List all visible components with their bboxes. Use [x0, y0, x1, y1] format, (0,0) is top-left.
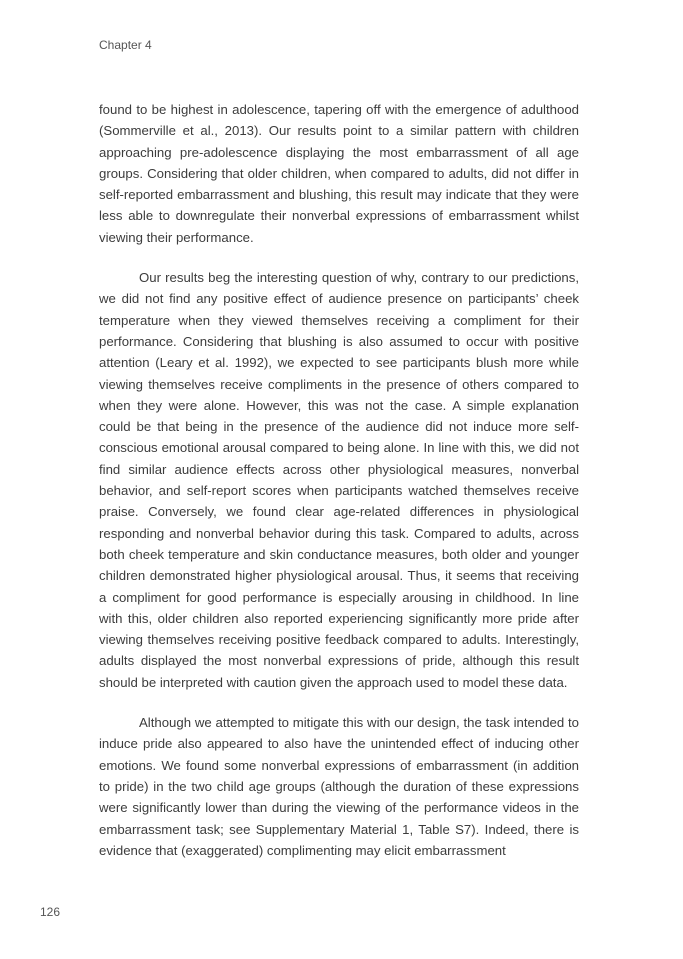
paragraph-2: Our results beg the interesting question of why, contrary to our predictions, we did not find any positive effect of audience presence on participants’ cheek temperature when they viewed themselves receiving a compliment for their performance. Considering that blushing is also assumed to occur with positive attention (Leary et al. 1992), we expected to see participants blush more while viewing themselves receive compliments in the presence of others compared to when they were alone. However, this was not the case. A simple explanation could be that being in the presence of the audience did not induce more self-conscious emotional arousal compared to being alone. In line with this, we did not find similar audience effects across other physiological measures, nonverbal behavior, and self-report scores when participants watched themselves receive praise. Conversely, we found clear age-related differences in physiological responding and nonverbal behavior during this task. Compared to adults, across both cheek temperature and skin conductance measures, both older and younger children demonstrated higher physiological arousal. Thus, it seems that receiving a compliment for good performance is especially arousing in childhood. In line with this, older children also reported experiencing significantly more pride after viewing themselves receiving positive feedback compared to adults. Interestingly, adults displayed the most nonverbal expressions of pride, although this result should be interpreted with caution given the approach used to model these data. — [99, 270, 579, 690]
page-number: 126 — [40, 905, 61, 919]
running-header-chapter: Chapter 4 — [99, 38, 152, 52]
paragraph-3: Although we attempted to mitigate this with our design, the task intended to induce pride also appeared to also have the unintended effect of inducing other emotions. We found some nonverbal expressions of embarrassment (in addition to pride) in the two child age groups (although the duration of these expressions were significantly lower than during the viewing of the performance videos in the embarrassment task; see Supplementary Material 1, Table S7). Indeed, there is evidence that (exaggerated) complimenting may elicit embarrassment — [99, 715, 579, 858]
body-text — [99, 99, 579, 880]
paragraph-1: found to be highest in adolescence, tapering off with the emergence of adulthood (Sommerville et al., 2013). Our results point to a similar pattern with children approaching pre-adolescence displaying the most embarrassment of all age groups. Considering that older children, when compared to adults, did not differ in self-reported embarrassment and blushing, this result may indicate that they were less able to downregulate their nonverbal expressions of embarrassment whilst viewing their performance. — [99, 102, 579, 245]
